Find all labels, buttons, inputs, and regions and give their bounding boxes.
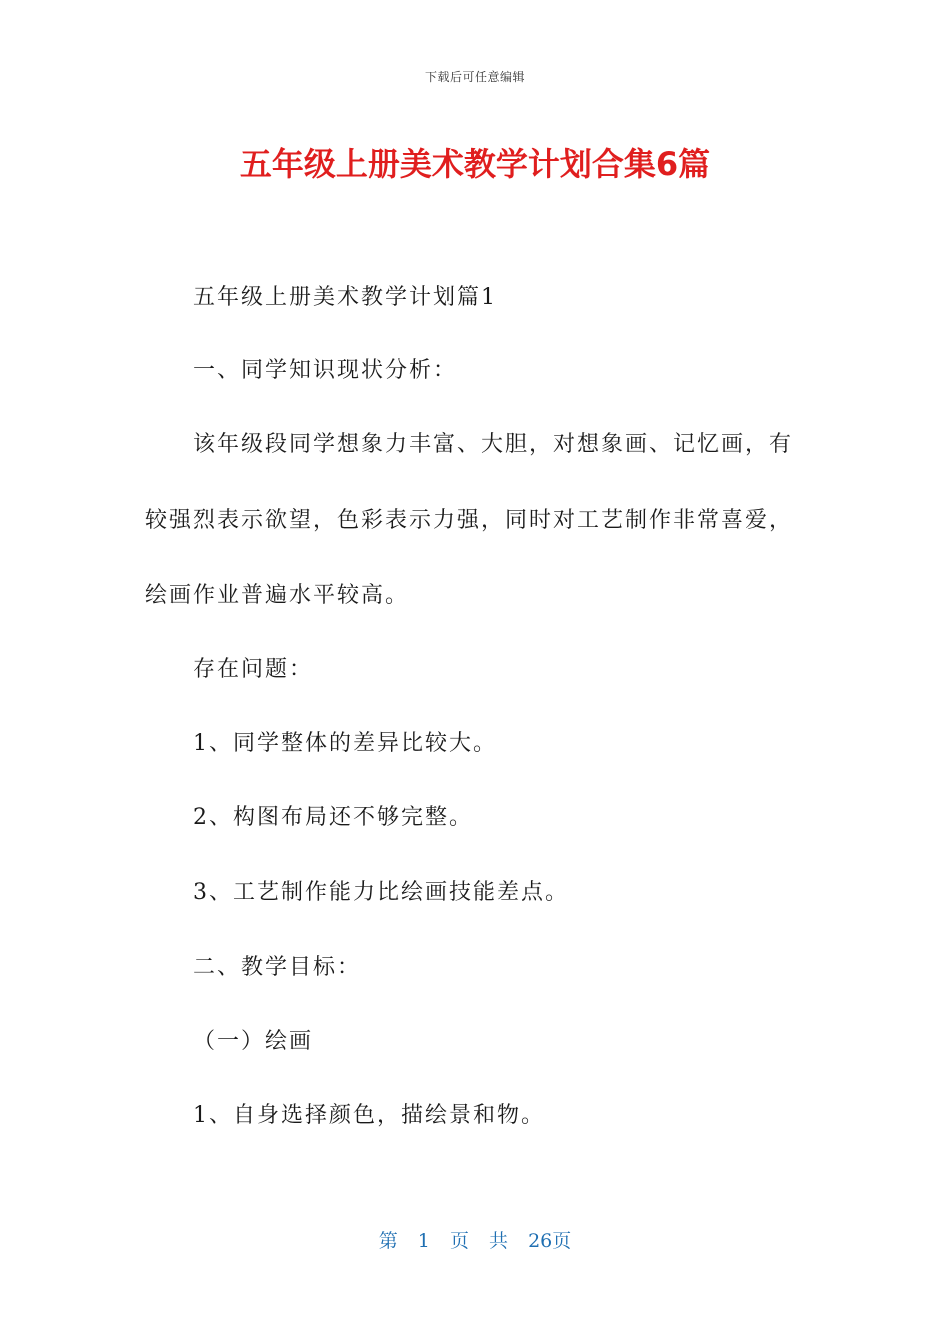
list-item: 2、构图布局还不够完整。: [193, 805, 473, 830]
paragraph: 二、教学目标：: [193, 955, 362, 980]
list-item: 1、自身选择颜色，描绘景和物。: [193, 1103, 545, 1128]
footer-label-gong: 共: [489, 1230, 509, 1252]
paragraph-continuation: 较强烈表示欲望，色彩表示力强，同时对工艺制作非常喜爱，: [145, 508, 794, 533]
paragraph-continuation: 绘画作业普遍水平较高。: [145, 583, 410, 608]
footer-page-total: 26页: [528, 1230, 572, 1252]
footer-label-ye: 页: [449, 1230, 469, 1252]
footer-label-di: 第: [378, 1230, 398, 1252]
footer-page-number: 1: [417, 1230, 430, 1252]
header-note: 下载后可任意编辑: [424, 70, 525, 84]
paragraph: 该年级段同学想象力丰富、大胆，对想象画、记忆画，有: [193, 432, 794, 457]
list-item: 1、同学整体的差异比较大。: [193, 731, 497, 756]
section-heading: 五年级上册美术教学计划篇1: [193, 285, 497, 310]
page-footer: [0, 1226, 950, 1253]
paragraph: 一、同学知识现状分析：: [193, 358, 458, 383]
list-item: 3、工艺制作能力比绘画技能差点。: [193, 880, 569, 905]
paragraph: 存在问题：: [193, 657, 314, 682]
document-title: 五年级上册美术教学计划合集6篇: [239, 145, 711, 183]
subsection-heading: （一）绘画: [193, 1029, 314, 1054]
